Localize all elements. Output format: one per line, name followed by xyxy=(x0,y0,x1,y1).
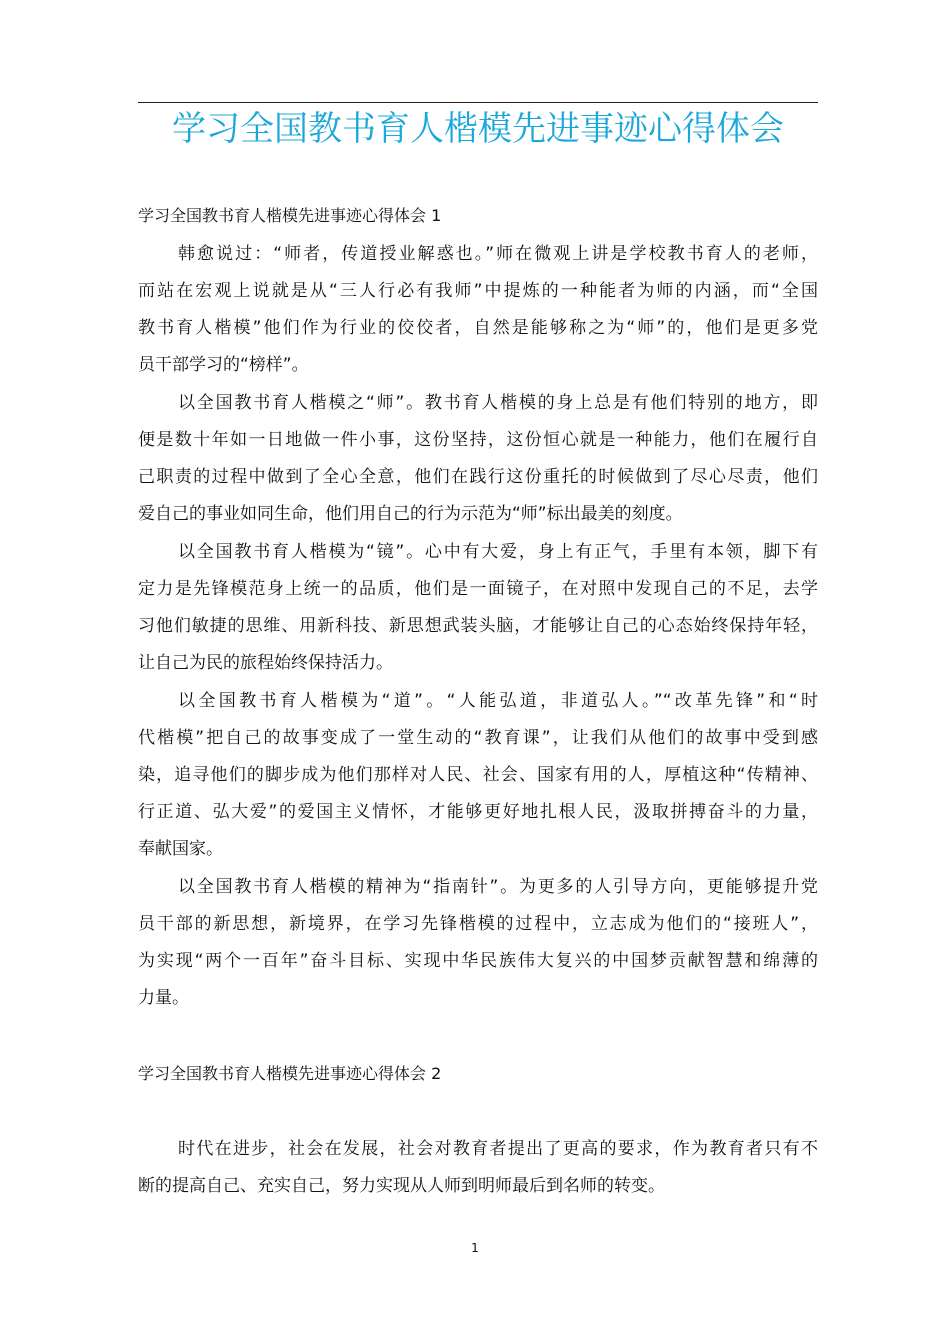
paragraph-line: 时代在进步，社会在发展，社会对教育者提出了更高的要求，作为教育者只有不 xyxy=(178,1139,818,1159)
paragraph-line: 行正道、弘大爱”的爱国主义情怀，才能够更好地扎根人民，汲取拼搏奋斗的力量， xyxy=(138,802,818,822)
paragraph-line: 爱自己的事业如同生命，他们用自己的行为示范为“师”标出最美的刻度。 xyxy=(138,504,683,524)
paragraph-line: 而站在宏观上说就是从“三人行必有我师”中提炼的一种能者为师的内涵，而“全国 xyxy=(138,281,818,301)
paragraph-line: 以全国教书育人楷模为“镜”。心中有大爱，身上有正气，手里有本领，脚下有 xyxy=(178,542,818,562)
paragraph-line: 以全国教书育人楷模的精神为“指南针”。为更多的人引导方向，更能够提升党 xyxy=(178,877,818,897)
paragraph-line: 教书育人楷模”他们作为行业的佼佼者，自然是能够称之为“师”的，他们是更多党 xyxy=(138,318,818,338)
paragraph-line: 员干部的新思想，新境界，在学习先锋楷模的过程中，立志成为他们的“接班人”， xyxy=(138,914,818,934)
paragraph-line: 力量。 xyxy=(138,988,189,1008)
paragraph-line: 染，追寻他们的脚步成为他们那样对人民、社会、国家有用的人，厚植这种“传精神、 xyxy=(138,765,818,785)
section-heading-1: 学习全国教书育人楷模先进事迹心得体会 1 xyxy=(138,206,442,225)
section-heading-2: 学习全国教书育人楷模先进事迹心得体会 2 xyxy=(138,1064,442,1083)
paragraph-line: 让自己为民的旅程始终保持活力。 xyxy=(138,653,393,673)
paragraph-line: 为实现“两个一百年”奋斗目标、实现中华民族伟大复兴的中国梦贡献智慧和绵薄的 xyxy=(138,951,818,971)
document-title: 学习全国教书育人楷模先进事迹心得体会 xyxy=(172,109,784,149)
paragraph-line: 员干部学习的“榜样”。 xyxy=(138,355,309,375)
paragraph-line: 定力是先锋模范身上统一的品质，他们是一面镜子，在对照中发现自己的不足，去学 xyxy=(138,579,818,599)
paragraph-line: 韩愈说过：“师者，传道授业解惑也。”师在微观上讲是学校教书育人的老师， xyxy=(178,244,818,264)
paragraph-line: 习他们敏捷的思维、用新科技、新思想武装头脑，才能够让自己的心态始终保持年轻， xyxy=(138,616,818,636)
header-rule xyxy=(138,102,818,103)
page-number: 1 xyxy=(471,1241,479,1255)
paragraph-line: 断的提高自己、充实自己，努力实现从人师到明师最后到名师的转变。 xyxy=(138,1176,665,1196)
paragraph-line: 己职责的过程中做到了全心全意，他们在践行这份重托的时候做到了尽心尽责，他们 xyxy=(138,467,818,487)
paragraph-line: 以全国教书育人楷模之“师”。教书育人楷模的身上总是有他们特别的地方，即 xyxy=(178,393,818,413)
paragraph-line: 代楷模”把自己的故事变成了一堂生动的“教育课”，让我们从他们的故事中受到感 xyxy=(138,728,818,748)
paragraph-line: 奉献国家。 xyxy=(138,839,223,859)
paragraph-line: 便是数十年如一日地做一件小事，这份坚持，这份恒心就是一种能力，他们在履行自 xyxy=(138,430,818,450)
paragraph-line: 以全国教书育人楷模为“道”。“人能弘道，非道弘人。”“改革先锋”和“时 xyxy=(178,691,818,711)
